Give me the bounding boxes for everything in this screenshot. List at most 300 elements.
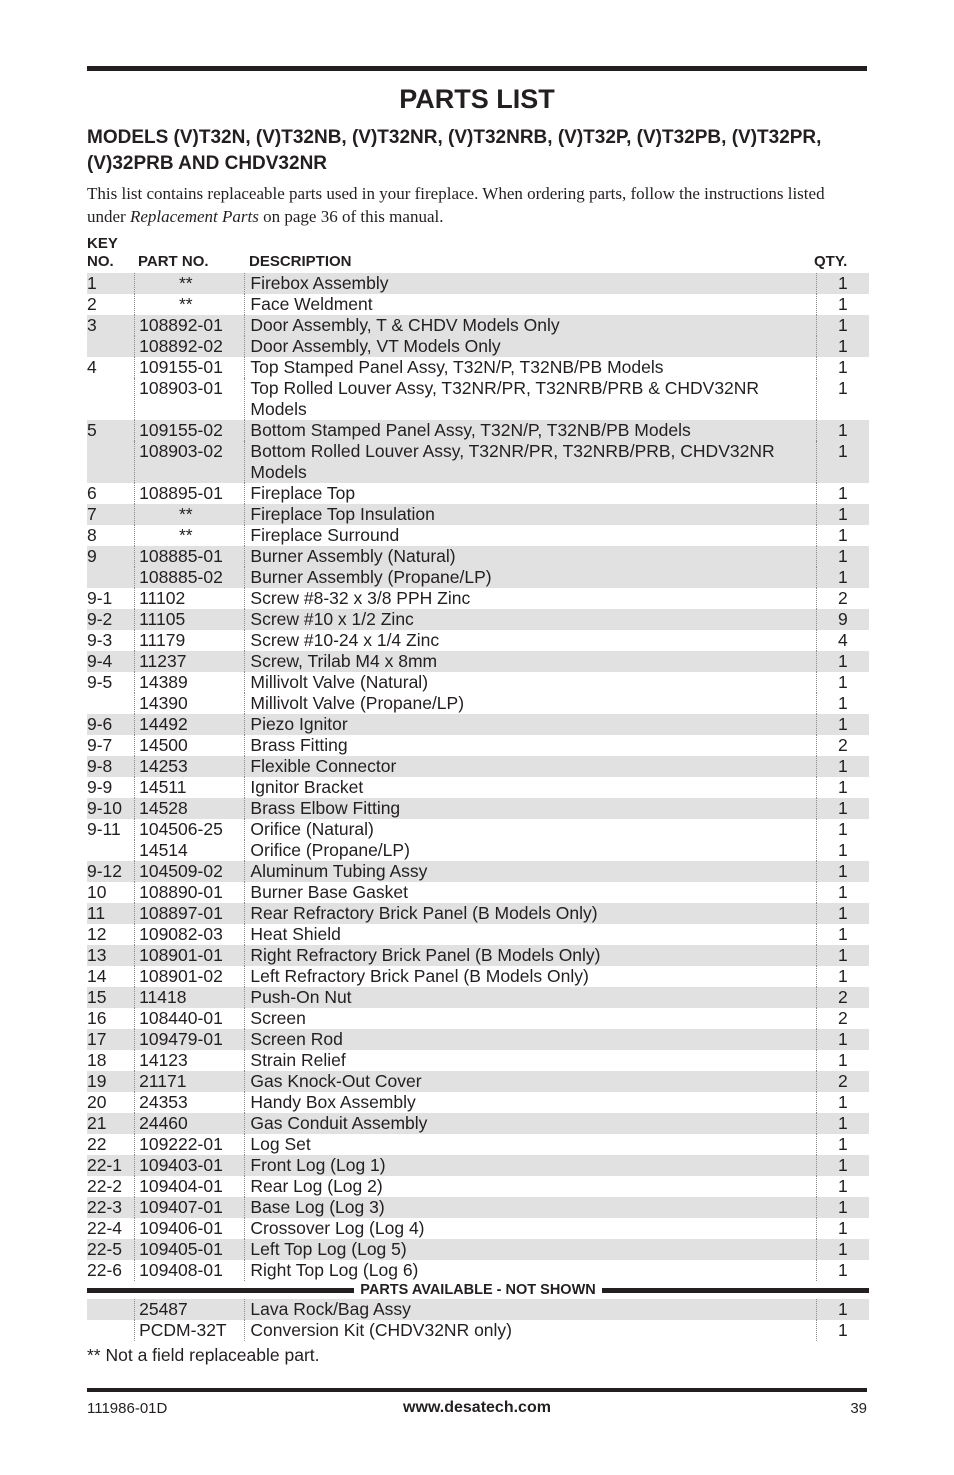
key-no-text: 9-12 — [87, 861, 123, 881]
qty-text: 1 — [838, 798, 848, 818]
key-no-text: 4 — [87, 357, 97, 377]
table-row — [87, 1260, 869, 1281]
table-row — [87, 819, 869, 840]
part-no-text: 108903-01 — [139, 378, 223, 398]
key-no-text: 9-10 — [87, 798, 123, 818]
part-no-text: 24353 — [139, 1092, 188, 1112]
part-no-cell — [135, 441, 245, 483]
key-no-cell — [87, 1260, 135, 1281]
table-row — [87, 1239, 869, 1260]
qty-cell — [816, 609, 869, 630]
key-no-cell — [87, 1197, 135, 1218]
key-no-cell — [87, 651, 135, 672]
description-cell — [245, 840, 816, 861]
qty-cell — [816, 588, 869, 609]
description-cell — [245, 609, 816, 630]
qty-text: 1 — [838, 525, 848, 545]
part-no-cell — [135, 987, 245, 1008]
qty-text: 1 — [838, 714, 848, 734]
not-shown-table-body — [87, 1299, 869, 1341]
qty-text: 1 — [838, 651, 848, 671]
part-no-cell — [135, 1260, 245, 1281]
part-no-cell — [135, 882, 245, 903]
part-no-text: ** — [178, 273, 193, 293]
qty-cell — [816, 1176, 869, 1197]
qty-text: 1 — [838, 924, 848, 944]
description-text: Fireplace Surround — [250, 525, 400, 545]
key-no-cell — [87, 357, 135, 378]
part-no-cell — [135, 693, 245, 714]
key-no-cell — [87, 525, 135, 546]
key-no-cell — [87, 1029, 135, 1050]
document-number: 111986-01D — [87, 1400, 168, 1417]
description-text: Crossover Log (Log 4) — [250, 1218, 425, 1238]
part-no-cell — [135, 861, 245, 882]
qty-cell — [816, 630, 869, 651]
description-cell — [245, 378, 816, 420]
qty-cell — [816, 1155, 869, 1176]
part-no-cell — [135, 483, 245, 504]
part-no-text: 109406-01 — [139, 1218, 223, 1238]
description-cell — [245, 357, 816, 378]
not-shown-bar-cell — [87, 1281, 869, 1299]
key-no-cell — [87, 1218, 135, 1239]
qty-text: 1 — [838, 777, 848, 797]
part-no-cell — [135, 315, 245, 336]
table-row — [87, 1113, 869, 1134]
description-cell — [245, 504, 816, 525]
description-cell — [245, 987, 816, 1008]
key-no-text: 14 — [87, 966, 107, 986]
qty-cell — [816, 735, 869, 756]
table-row — [87, 987, 869, 1008]
table-row — [87, 378, 869, 420]
qty-text: 1 — [838, 672, 848, 692]
qty-cell — [816, 315, 869, 336]
part-no-cell — [135, 567, 245, 588]
part-no-cell — [135, 609, 245, 630]
part-no-text: 108885-01 — [139, 546, 223, 566]
table-row — [87, 609, 869, 630]
part-no-text: 14528 — [139, 798, 188, 818]
description-cell — [245, 714, 816, 735]
part-no-text: 109405-01 — [139, 1239, 223, 1259]
key-no-text: 17 — [87, 1029, 107, 1049]
table-row — [87, 441, 869, 483]
description-text: Door Assembly, T & CHDV Models Only — [250, 315, 560, 335]
description-cell — [245, 441, 816, 483]
description-cell — [245, 315, 816, 336]
description-text: Rear Log (Log 2) — [250, 1176, 383, 1196]
description-cell — [245, 483, 816, 504]
description-text: Screw #8-32 x 3/8 PPH Zinc — [250, 588, 471, 608]
part-no-cell — [135, 924, 245, 945]
qty-cell — [816, 1320, 869, 1341]
description-cell — [245, 924, 816, 945]
description-cell — [245, 1113, 816, 1134]
table-row — [87, 1008, 869, 1029]
table-row — [87, 882, 869, 903]
part-no-text: 25487 — [139, 1299, 188, 1319]
qty-text: 2 — [838, 1008, 848, 1028]
description-text: Left Refractory Brick Panel (B Models Only) — [250, 966, 589, 986]
key-no-cell — [87, 315, 135, 336]
key-no-cell — [87, 567, 135, 588]
qty-cell — [816, 378, 869, 420]
part-no-cell — [135, 336, 245, 357]
description-cell — [245, 1197, 816, 1218]
qty-cell — [816, 798, 869, 819]
part-no-text: ** — [178, 294, 193, 314]
description-cell — [245, 1218, 816, 1239]
part-no-text: 11237 — [139, 651, 187, 671]
key-no-text: 15 — [87, 987, 107, 1007]
description-cell — [245, 1050, 816, 1071]
table-row — [87, 945, 869, 966]
qty-cell — [816, 1299, 869, 1320]
description-text: Fireplace Top — [250, 483, 356, 503]
description-cell — [245, 798, 816, 819]
table-row — [87, 336, 869, 357]
qty-text: 1 — [838, 1320, 848, 1340]
qty-text: 1 — [838, 1176, 848, 1196]
table-row — [87, 525, 869, 546]
part-no-text: 109155-02 — [139, 420, 223, 440]
part-no-text: 104509-02 — [139, 861, 223, 881]
description-cell — [245, 756, 816, 777]
description-cell — [245, 1299, 816, 1320]
part-no-text: 108885-02 — [139, 567, 223, 587]
top-rule — [87, 66, 867, 71]
table-row — [87, 273, 869, 294]
part-no-cell — [135, 672, 245, 693]
description-text: Gas Knock-Out Cover — [250, 1071, 422, 1091]
key-no-cell — [87, 1050, 135, 1071]
part-no-text: 21171 — [139, 1071, 187, 1091]
description-text: Face Weldment — [250, 294, 373, 314]
description-text: Firebox Assembly — [250, 273, 389, 293]
description-cell — [245, 945, 816, 966]
divider-line-right — [602, 1288, 869, 1293]
description-text: Top Stamped Panel Assy, T32N/P, T32NB/PB Models — [250, 357, 664, 377]
description-cell — [245, 525, 816, 546]
not-shown-row — [87, 1320, 869, 1341]
table-row — [87, 966, 869, 987]
qty-text: 1 — [838, 294, 848, 314]
key-no-cell — [87, 756, 135, 777]
header-description: DESCRIPTION — [249, 253, 352, 270]
part-no-text: 108892-02 — [139, 336, 223, 356]
key-no-text: 9-7 — [87, 735, 113, 755]
qty-cell — [816, 882, 869, 903]
qty-text: 1 — [838, 483, 848, 503]
qty-cell — [816, 1050, 869, 1071]
key-no-cell — [87, 1113, 135, 1134]
part-no-text: 108901-01 — [139, 945, 223, 965]
key-no-cell — [87, 336, 135, 357]
part-no-text: 108895-01 — [139, 483, 223, 503]
description-cell — [245, 903, 816, 924]
table-row — [87, 861, 869, 882]
part-no-text: 109404-01 — [139, 1176, 223, 1196]
key-no-cell — [87, 1092, 135, 1113]
table-row — [87, 1050, 869, 1071]
table-row — [87, 756, 869, 777]
qty-cell — [816, 924, 869, 945]
description-text: Left Top Log (Log 5) — [250, 1239, 407, 1259]
part-no-cell — [135, 777, 245, 798]
description-text: Piezo Ignitor — [250, 714, 348, 734]
qty-cell — [816, 672, 869, 693]
key-no-cell — [87, 1320, 135, 1341]
part-no-text: 11179 — [139, 630, 186, 650]
page-footer — [87, 1388, 867, 1422]
table-row — [87, 840, 869, 861]
part-no-text: 104506-25 — [139, 819, 223, 839]
description-cell — [245, 273, 816, 294]
key-no-text: 21 — [87, 1113, 107, 1133]
table-row — [87, 504, 869, 525]
qty-text: 1 — [838, 966, 848, 986]
qty-text: 1 — [838, 378, 848, 398]
table-row — [87, 315, 869, 336]
description-cell — [245, 567, 816, 588]
key-no-text: 9-3 — [87, 630, 113, 650]
qty-cell — [816, 420, 869, 441]
table-row — [87, 1134, 869, 1155]
part-no-cell — [135, 1239, 245, 1260]
description-cell — [245, 294, 816, 315]
qty-cell — [816, 357, 869, 378]
description-cell — [245, 777, 816, 798]
key-no-cell — [87, 777, 135, 798]
description-cell — [245, 882, 816, 903]
table-row — [87, 483, 869, 504]
part-no-cell — [135, 798, 245, 819]
qty-cell — [816, 966, 869, 987]
part-no-cell — [135, 819, 245, 840]
part-no-cell — [135, 294, 245, 315]
part-no-cell — [135, 1299, 245, 1320]
qty-text: 4 — [838, 630, 848, 650]
description-text: Brass Elbow Fitting — [250, 798, 401, 818]
description-cell — [245, 1155, 816, 1176]
part-no-text: 14253 — [139, 756, 188, 776]
key-no-cell — [87, 987, 135, 1008]
key-no-cell — [87, 630, 135, 651]
divider-line-left — [87, 1288, 354, 1293]
qty-text: 1 — [838, 357, 848, 377]
part-no-text: 109155-01 — [139, 357, 223, 377]
part-no-cell — [135, 1320, 245, 1341]
key-no-cell — [87, 840, 135, 861]
part-no-text: 11105 — [139, 609, 186, 629]
part-no-cell — [135, 1197, 245, 1218]
key-no-cell — [87, 945, 135, 966]
qty-text: 1 — [838, 420, 848, 440]
website-link[interactable]: www.desatech.com — [403, 1399, 551, 1416]
part-no-text: ** — [178, 504, 193, 524]
qty-text: 2 — [838, 1071, 848, 1091]
description-text: Rear Refractory Brick Panel (B Models Only) — [250, 903, 598, 923]
key-no-text: 22-2 — [87, 1176, 123, 1196]
key-no-cell — [87, 273, 135, 294]
intro-text-before: This list contains replaceable parts used in your fireplace. When ordering parts, follow the instructions listed under — [87, 184, 825, 226]
parts-table — [87, 273, 869, 1341]
part-no-cell — [135, 378, 245, 420]
part-no-cell — [135, 1134, 245, 1155]
table-row — [87, 1071, 869, 1092]
description-cell — [245, 861, 816, 882]
description-text: Push-On Nut — [250, 987, 352, 1007]
key-no-text: 22 — [87, 1134, 107, 1154]
qty-cell — [816, 1218, 869, 1239]
not-shown-label: PARTS AVAILABLE - NOT SHOWN — [360, 1281, 596, 1298]
part-no-text: 108901-02 — [139, 966, 223, 986]
description-text: Handy Box Assembly — [250, 1092, 416, 1112]
description-text: Top Rolled Louver Assy, T32NR/PR, T32NRB/PRB & CHDV32NR Models — [250, 378, 760, 419]
qty-cell — [816, 1113, 869, 1134]
part-no-cell — [135, 756, 245, 777]
footer-row — [87, 1392, 867, 1422]
qty-text: 1 — [838, 756, 848, 776]
description-text: Right Top Log (Log 6) — [250, 1260, 419, 1280]
footnote: ** Not a field replaceable part. — [87, 1345, 320, 1365]
part-no-text: 11418 — [139, 987, 187, 1007]
qty-text: 1 — [838, 1092, 848, 1112]
key-no-cell — [87, 1071, 135, 1092]
qty-cell — [816, 567, 869, 588]
intro-text-italic: Replacement Parts — [129, 207, 259, 226]
part-no-cell — [135, 735, 245, 756]
qty-cell — [816, 1008, 869, 1029]
description-text: Flexible Connector — [250, 756, 397, 776]
qty-cell — [816, 1134, 869, 1155]
key-no-text: 11 — [87, 903, 106, 923]
part-no-cell — [135, 1092, 245, 1113]
key-no-text: 1 — [87, 273, 97, 293]
qty-cell — [816, 294, 869, 315]
key-no-cell — [87, 924, 135, 945]
key-no-cell — [87, 294, 135, 315]
part-no-text: 109479-01 — [139, 1029, 223, 1049]
header-qty: QTY. — [814, 253, 848, 270]
key-no-text: 9-6 — [87, 714, 113, 734]
part-no-text: 14390 — [139, 693, 188, 713]
description-text: Right Refractory Brick Panel (B Models Only) — [250, 945, 601, 965]
key-no-text: 19 — [87, 1071, 107, 1091]
qty-cell — [816, 1092, 869, 1113]
qty-cell — [816, 819, 869, 840]
description-text: Bottom Rolled Louver Assy, T32NR/PR, T32NRB/PRB, CHDV32NR Models — [250, 441, 775, 482]
key-no-cell — [87, 1239, 135, 1260]
description-text: Screen Rod — [250, 1029, 343, 1049]
description-text: Burner Base Gasket — [250, 882, 408, 902]
part-no-text: PCDM-32T — [139, 1320, 227, 1340]
key-no-cell — [87, 420, 135, 441]
qty-cell — [816, 1239, 869, 1260]
description-text: Heat Shield — [250, 924, 341, 944]
qty-cell — [816, 546, 869, 567]
key-no-text: 22-5 — [87, 1239, 123, 1259]
header-key-no — [87, 235, 118, 271]
description-text: Lava Rock/Bag Assy — [250, 1299, 411, 1319]
part-no-text: 109082-03 — [139, 924, 223, 944]
description-cell — [245, 735, 816, 756]
qty-text: 1 — [838, 441, 848, 461]
description-text: Front Log (Log 1) — [250, 1155, 386, 1175]
key-no-cell — [87, 588, 135, 609]
table-row — [87, 420, 869, 441]
description-cell — [245, 1071, 816, 1092]
part-no-cell — [135, 504, 245, 525]
qty-text: 1 — [838, 336, 848, 356]
key-no-text: 3 — [87, 315, 97, 335]
part-no-text: 14492 — [139, 714, 188, 734]
table-row — [87, 546, 869, 567]
part-no-text: 14500 — [139, 735, 188, 755]
qty-text: 2 — [838, 735, 848, 755]
description-text: Aluminum Tubing Assy — [250, 861, 428, 881]
qty-text: 1 — [838, 840, 848, 860]
part-no-text: 14123 — [139, 1050, 188, 1070]
part-no-text: 14514 — [139, 840, 188, 860]
qty-text: 2 — [838, 987, 848, 1007]
qty-cell — [816, 987, 869, 1008]
table-row — [87, 693, 869, 714]
part-no-text: 108903-02 — [139, 441, 223, 461]
description-text: Base Log (Log 3) — [250, 1197, 385, 1217]
key-no-text: 9 — [87, 546, 97, 566]
description-text: Screw #10-24 x 1/4 Zinc — [250, 630, 440, 650]
description-text: Burner Assembly (Propane/LP) — [250, 567, 492, 587]
qty-cell — [816, 903, 869, 924]
qty-cell — [816, 693, 869, 714]
qty-text: 1 — [838, 1029, 848, 1049]
qty-cell — [816, 861, 869, 882]
part-no-cell — [135, 1176, 245, 1197]
models-heading: MODELS (V)T32N, (V)T32NB, (V)T32NR, (V)T32NRB, (V)T32P, (V)T32PB, (V)T32PR, (V)32PRB AND CHDV32NR — [87, 127, 822, 174]
key-no-cell — [87, 483, 135, 504]
key-no-text: 18 — [87, 1050, 107, 1070]
key-no-cell — [87, 672, 135, 693]
table-row — [87, 630, 869, 651]
table-row — [87, 294, 869, 315]
parts-list-page — [87, 66, 867, 1366]
qty-cell — [816, 714, 869, 735]
description-cell — [245, 1029, 816, 1050]
key-no-cell — [87, 861, 135, 882]
qty-text: 1 — [838, 819, 848, 839]
key-no-text: 22-3 — [87, 1197, 123, 1217]
part-no-text: 108897-01 — [139, 903, 223, 923]
table-row — [87, 357, 869, 378]
table-row — [87, 1092, 869, 1113]
header-key-line1: KEY — [87, 235, 118, 252]
key-no-text: 9-11 — [87, 819, 121, 839]
description-cell — [245, 1092, 816, 1113]
table-row — [87, 735, 869, 756]
key-no-text: 2 — [87, 294, 97, 314]
page-number: 39 — [850, 1400, 867, 1417]
part-no-text: 108440-01 — [139, 1008, 223, 1028]
qty-text: 1 — [838, 1239, 848, 1259]
key-no-cell — [87, 378, 135, 420]
description-text: Gas Conduit Assembly — [250, 1113, 428, 1133]
key-no-text: 22-4 — [87, 1218, 123, 1238]
description-text: Millivolt Valve (Natural) — [250, 672, 429, 692]
description-cell — [245, 966, 816, 987]
